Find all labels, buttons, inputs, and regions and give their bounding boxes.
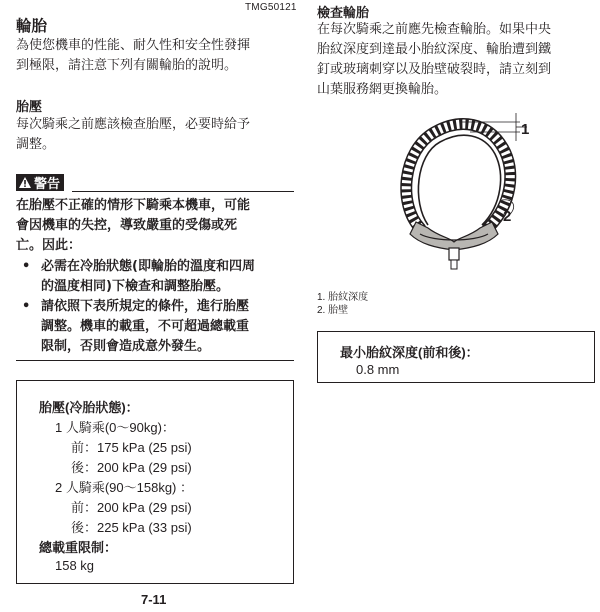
warning-bottom-rule (16, 360, 294, 361)
pressure-line: 每次騎乘之前應該檢查胎壓，必要時給予 (16, 117, 251, 132)
warning-triangle-icon (18, 176, 32, 189)
warning-bullet-2 (22, 297, 250, 357)
warning-header (16, 174, 64, 191)
tread-depth-spec-box (317, 331, 595, 383)
pressure-text (16, 115, 250, 155)
warning-line: 在胎壓不正確的情形下騎乘本機車，可能 (16, 198, 251, 213)
check-tire-title: 檢查輪胎 (317, 6, 370, 21)
bullet-line: 的溫度相同)下檢查和調整胎壓。 (41, 279, 229, 294)
spec-rider2: 2 人騎乘(90～158kg) ： (55, 480, 193, 495)
tire-cross-section-diagram (380, 110, 540, 280)
check-tire-text (317, 20, 551, 100)
intro-line: 到極限，請注意下列有關輪胎的說明。 (16, 58, 238, 73)
check-line: 山葉服務網更換輪胎。 (317, 82, 448, 97)
warning-line: 會因機車的失控，導致嚴重的受傷或死 (16, 218, 238, 233)
spec-rider1-rear: 後：200 kPa (29 psi) (71, 460, 192, 475)
tread-heading: 最小胎紋深度(前和後)： (340, 345, 479, 360)
check-line: 釘或玻璃刺穿以及胎壁破裂時，請立刻到 (317, 62, 552, 77)
check-line: 胎紋深度到達最小胎紋深度、輪胎遭到鐵 (317, 42, 552, 57)
callout-2-label: 2 (503, 208, 512, 225)
pressure-line: 調整。 (16, 137, 56, 152)
bullet-dot: • (22, 259, 31, 274)
spec-load-heading: 總載重限制： (39, 540, 118, 555)
bullet-line: 調整。機車的載重，不可超過總載重 (41, 319, 250, 334)
bullet-line: 限制，否則會造成意外發生。 (41, 339, 211, 354)
valve-stem (449, 248, 459, 260)
intro-line: 為使您機車的性能、耐久性和安全性發揮 (16, 38, 251, 53)
spec-rider1-front: 前：175 kPa (25 psi) (71, 440, 192, 455)
legend-item-tread-depth: 1. 胎紋深度 (317, 292, 369, 303)
spec-rider1: 1 人騎乘(0～90kg)： (55, 420, 175, 435)
bullet-dot: • (22, 299, 31, 314)
document-code: TMG50121 (245, 2, 297, 13)
warning-intro (16, 196, 250, 256)
pressure-spec-box (16, 380, 294, 584)
page-number: 7-11 (141, 592, 167, 607)
spec-rider2-front: 前：200 kPa (29 psi) (71, 500, 192, 515)
tire-carcass (418, 135, 500, 225)
warning-rule (72, 191, 294, 192)
warning-badge (16, 174, 64, 191)
spec-heading: 胎壓(冷胎狀態)： (39, 400, 139, 415)
check-line: 在每次騎乘之前應先檢查輪胎。如果中央 (317, 22, 552, 37)
bullet-line: 必需在冷胎狀態(即輪胎的溫度和四周 (41, 259, 255, 274)
pressure-heading: 胎壓 (16, 100, 43, 115)
warning-label: 警告 (34, 177, 61, 192)
valve-cap (451, 260, 457, 269)
tire-intro-text (16, 36, 250, 76)
warning-line: 亡。因此： (16, 238, 82, 253)
bullet-line: 請依照下表所規定的條件，進行胎壓 (41, 299, 250, 314)
spec-load-value: 158 kg (55, 558, 95, 573)
tire-section-title: 輪胎 (16, 17, 48, 35)
callout-1-label: 1 (521, 121, 530, 138)
legend-item-sidewall: 2. 胎壁 (317, 305, 349, 316)
spec-rider2-rear: 後：225 kPa (33 psi) (71, 520, 192, 535)
warning-bullet-1 (22, 257, 255, 297)
diagram-legend (317, 291, 368, 317)
tread-value: 0.8 mm (356, 362, 400, 377)
